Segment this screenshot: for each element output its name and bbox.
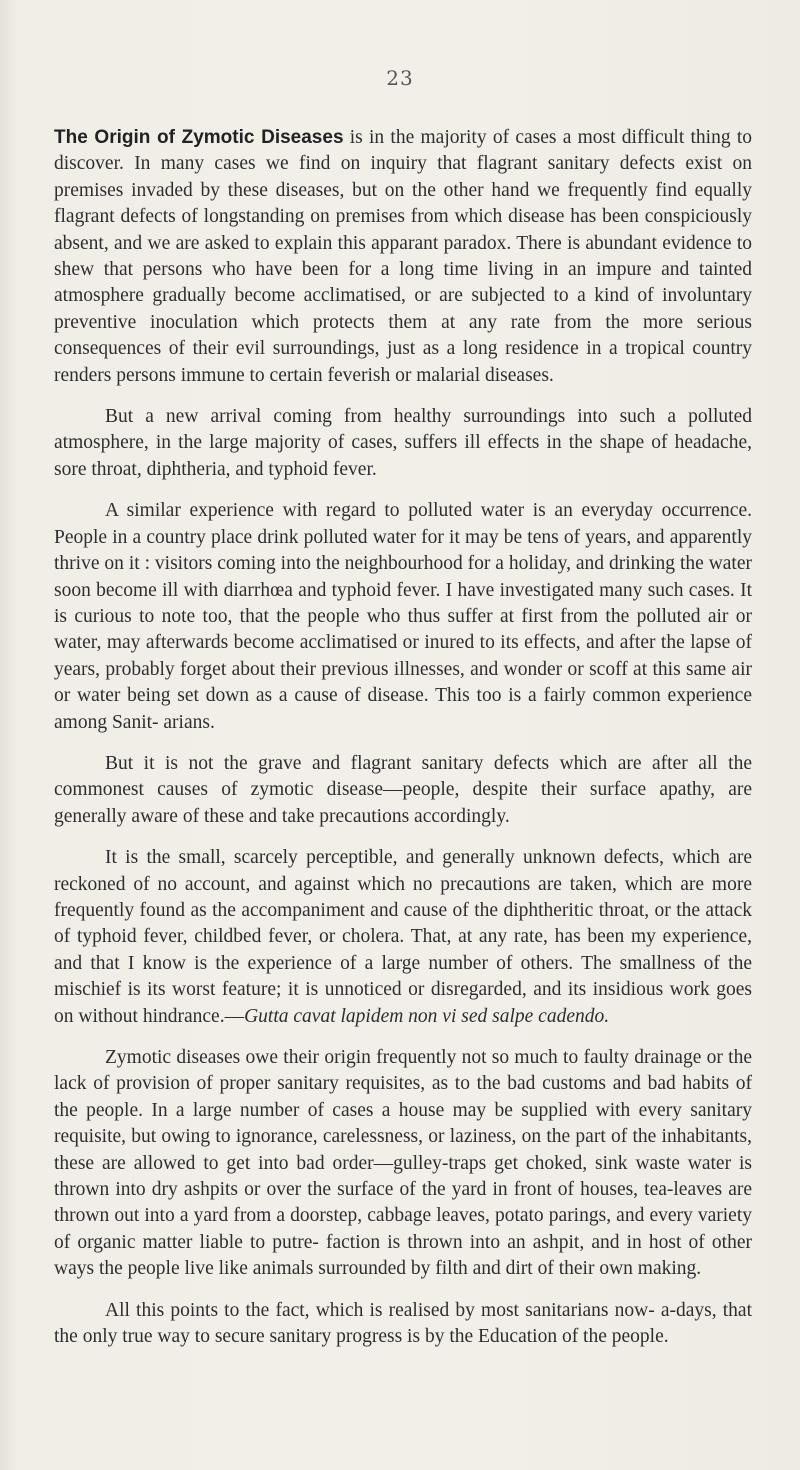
body-text [54, 125, 752, 1365]
paragraph-6: Zymotic diseases owe their origin frequently not so much to faulty drainage or the lack of provision of proper sanitary requisites, as to the bad customs and bad habits of the people. In a large number of cases a house may be supplied with every sanitary requisite, but owing to ignorance, carelessness, or laziness, on the part of the inhabitants, these are allowed to get into bad order—gulley-traps get choked, sink waste water is thrown into dry ashpits or over the surface of the yard in front of houses, tea-leaves are thrown out into a yard from a doorstep, cabbage leaves, potato parings, and every variety of organic matter liable to putre- faction is thrown into an ashpit, and in host of other ways the people live like animals surrounded by filth and dirt of their own making. [54, 1047, 752, 1280]
paragraph-2: But a new arrival coming from healthy surroundings into such a polluted atmosphere, in the large majority of cases, suffers ill effects in the shape of headache, sore throat, diphtheria, and typhoid fever. [54, 406, 752, 480]
paragraph-5-text: It is the small, scarcely perceptible, and generally unknown defects, which are reckoned of no account, and against which no precautions are taken, which are more frequently found as the accompaniment and cause of the diphtheritic throat, or the attack of typhoid fever, childbed fever, or cholera. That, at any rate, has been my experience, and that I know is the experience of a large number of others. The smallness of the mischief is its worst feature; it is unnoticed or disregarded, and its insidious work goes on without hindrance.— [54, 847, 752, 1027]
section-lead-in: The Origin of Zymotic Diseases [54, 127, 344, 148]
paragraph-4: But it is not the grave and flagrant sanitary defects which are after all the commonest causes of zymotic disease—people, despite their surface apathy, are generally aware of these and take precautions accordingly. [54, 752, 752, 827]
paragraph-1 [54, 125, 752, 389]
paragraph-5 [54, 845, 752, 1030]
page-number: 23 [386, 66, 414, 90]
paragraph-1-text: is in the majority of cases a most difficult thing to discover. In many cases we find on inquiry that flagrant sanitary defects exist on premises invaded by these diseases, but on the other hand we frequently find equally flagrant defects of longstanding on premises from which disease has been conspiciously absent, and we are asked to explain this apparant paradox. There is abundant evidence to shew that persons who have been for a long time living in an impure and tainted atmosphere gradually become acclimatised, or are subjected to a kind of involuntary preventive inoculation which protects them at any rate from the more serious consequences of their evil surroundings, just as a long residence in a tropical country renders persons immune to certain feverish or malarial diseases. [54, 127, 752, 386]
latin-quote: Gutta cavat lapidem non vi sed salpe cadendo. [244, 1005, 610, 1027]
paragraph-7: All this points to the fact, which is realised by most sanitarians now- a-days, that the only true way to secure sanitary progress is by the Education of the people. [54, 1299, 752, 1348]
paragraph-3: A similar experience with regard to polluted water is an everyday occurrence. People in a country place drink polluted water for it may be tens of years, and apparently thrive on it : visitors coming into the neighbourhood for a holiday, and drinking the water soon become ill with diarrhœa and typhoid fever. I have investigated many such cases. It is curious to note too, that the people who thus suffer at first from the polluted air or water, may afterwards become acclimatised or inured to its effects, and after the lapse of years, probably forget about their previous illnesses, and wonder or scoff at this same air or water being set down as a cause of disease. This too is a fairly common experience among Sanit- arians. [54, 500, 752, 733]
